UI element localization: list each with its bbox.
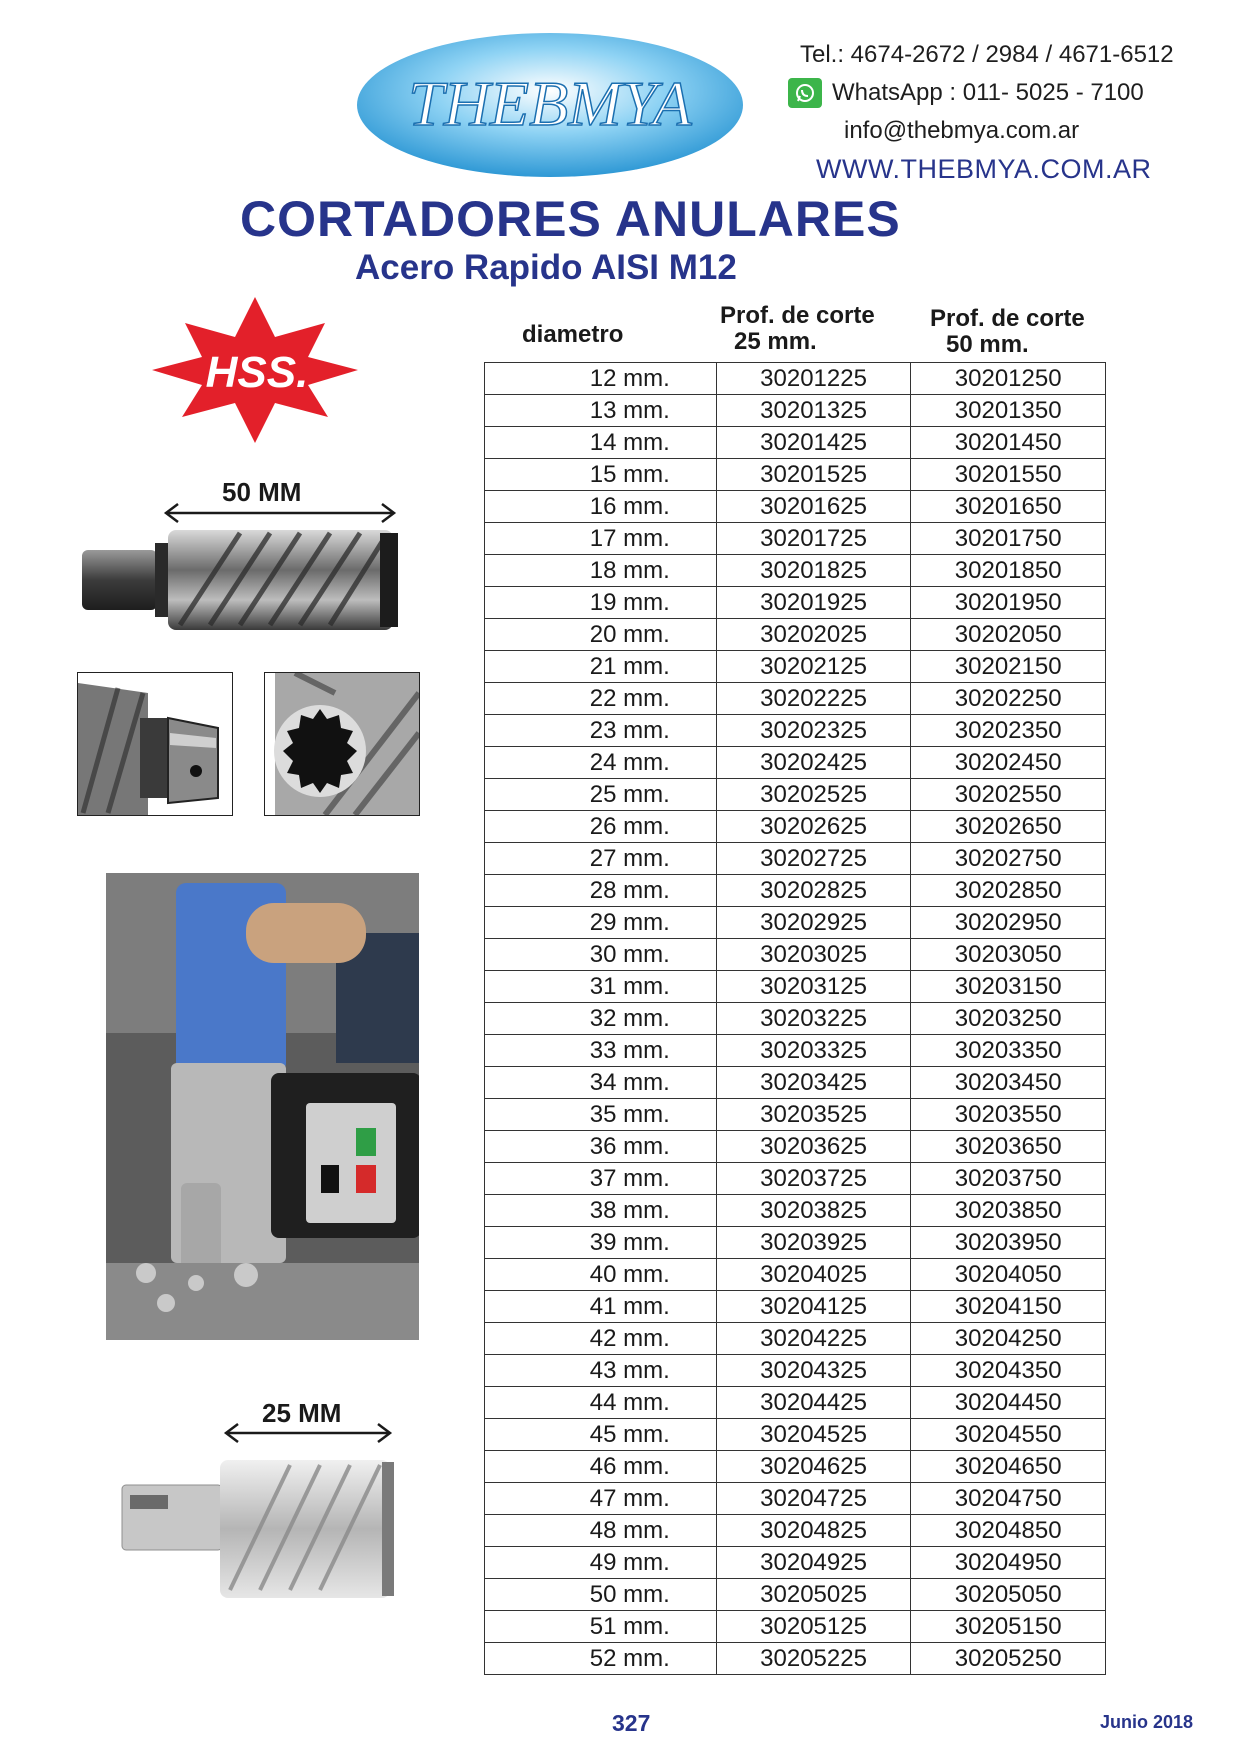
table-row bbox=[485, 1547, 1106, 1579]
diameter-cell: 46 mm. bbox=[485, 1451, 717, 1483]
diameter-cell: 47 mm. bbox=[485, 1483, 717, 1515]
diameter-cell: 19 mm. bbox=[485, 587, 717, 619]
code-50mm-cell: 30201450 bbox=[911, 427, 1106, 459]
table-row bbox=[485, 587, 1106, 619]
code-50mm-cell: 30202550 bbox=[911, 779, 1106, 811]
code-50mm-cell: 30201250 bbox=[911, 363, 1106, 395]
code-25mm-cell: 30203925 bbox=[716, 1227, 911, 1259]
diameter-cell: 28 mm. bbox=[485, 875, 717, 907]
diameter-cell: 45 mm. bbox=[485, 1419, 717, 1451]
brand-logo bbox=[355, 30, 745, 180]
table-row bbox=[485, 1163, 1106, 1195]
diameter-cell: 48 mm. bbox=[485, 1515, 717, 1547]
diameter-cell: 17 mm. bbox=[485, 523, 717, 555]
whatsapp-icon bbox=[788, 78, 822, 108]
table-row bbox=[485, 459, 1106, 491]
table-row bbox=[485, 939, 1106, 971]
code-25mm-cell: 30205225 bbox=[716, 1643, 911, 1675]
diameter-cell: 38 mm. bbox=[485, 1195, 717, 1227]
code-50mm-cell: 30205050 bbox=[911, 1579, 1106, 1611]
catalog-date: Junio 2018 bbox=[1100, 1712, 1194, 1732]
diameter-cell: 40 mm. bbox=[485, 1259, 717, 1291]
diameter-cell: 27 mm. bbox=[485, 843, 717, 875]
diameter-cell: 35 mm. bbox=[485, 1099, 717, 1131]
hss-badge bbox=[150, 295, 360, 445]
table-row bbox=[485, 395, 1106, 427]
diameter-cell: 32 mm. bbox=[485, 1003, 717, 1035]
code-25mm-cell: 30204725 bbox=[716, 1483, 911, 1515]
diameter-cell: 37 mm. bbox=[485, 1163, 717, 1195]
table-row bbox=[485, 1611, 1106, 1643]
code-25mm-cell: 30202625 bbox=[716, 811, 911, 843]
code-50mm-cell: 30202250 bbox=[911, 683, 1106, 715]
diameter-cell: 44 mm. bbox=[485, 1387, 717, 1419]
table-row bbox=[485, 971, 1106, 1003]
contact-block bbox=[780, 36, 1220, 188]
table-row bbox=[485, 1291, 1106, 1323]
whatsapp-number: WhatsApp : 011- 5025 - 7100 bbox=[832, 79, 1144, 106]
diameter-cell: 34 mm. bbox=[485, 1067, 717, 1099]
shank-detail-image bbox=[77, 672, 233, 816]
table-row bbox=[485, 1259, 1106, 1291]
diameter-cell: 36 mm. bbox=[485, 1131, 717, 1163]
diameter-cell: 22 mm. bbox=[485, 683, 717, 715]
code-25mm-cell: 30203225 bbox=[716, 1003, 911, 1035]
column-header-depth-25 bbox=[720, 303, 875, 355]
table-row bbox=[485, 1355, 1106, 1387]
code-25mm-cell: 30204325 bbox=[716, 1355, 911, 1387]
table-row bbox=[485, 427, 1106, 459]
diameter-cell: 26 mm. bbox=[485, 811, 717, 843]
code-25mm-cell: 30201925 bbox=[716, 587, 911, 619]
code-25mm-cell: 30203425 bbox=[716, 1067, 911, 1099]
diameter-cell: 29 mm. bbox=[485, 907, 717, 939]
code-25mm-cell: 30201225 bbox=[716, 363, 911, 395]
table-row bbox=[485, 811, 1106, 843]
table-row bbox=[485, 1099, 1106, 1131]
code-25mm-cell: 30203025 bbox=[716, 939, 911, 971]
diameter-cell: 52 mm. bbox=[485, 1643, 717, 1675]
magnetic-drill-photo bbox=[106, 873, 419, 1340]
column-header-depth-50-line2: 50 mm. bbox=[946, 331, 1029, 358]
diameter-cell: 43 mm. bbox=[485, 1355, 717, 1387]
code-25mm-cell: 30203625 bbox=[716, 1131, 911, 1163]
diameter-cell: 51 mm. bbox=[485, 1611, 717, 1643]
diameter-cell: 41 mm. bbox=[485, 1291, 717, 1323]
code-50mm-cell: 30205250 bbox=[911, 1643, 1106, 1675]
code-25mm-cell: 30201525 bbox=[716, 459, 911, 491]
code-25mm-cell: 30205025 bbox=[716, 1579, 911, 1611]
page-title: CORTADORES ANULARES bbox=[240, 191, 901, 247]
diameter-cell: 49 mm. bbox=[485, 1547, 717, 1579]
column-header-depth-50 bbox=[930, 306, 1085, 358]
diameter-cell: 25 mm. bbox=[485, 779, 717, 811]
code-25mm-cell: 30202525 bbox=[716, 779, 911, 811]
code-50mm-cell: 30204850 bbox=[911, 1515, 1106, 1547]
code-50mm-cell: 30203750 bbox=[911, 1163, 1106, 1195]
table-row bbox=[485, 1035, 1106, 1067]
code-50mm-cell: 30205150 bbox=[911, 1611, 1106, 1643]
code-50mm-cell: 30202750 bbox=[911, 843, 1106, 875]
diameter-cell: 20 mm. bbox=[485, 619, 717, 651]
code-25mm-cell: 30201425 bbox=[716, 427, 911, 459]
code-25mm-cell: 30203125 bbox=[716, 971, 911, 1003]
code-50mm-cell: 30204750 bbox=[911, 1483, 1106, 1515]
table-row bbox=[485, 1579, 1106, 1611]
code-25mm-cell: 30201725 bbox=[716, 523, 911, 555]
table-row bbox=[485, 555, 1106, 587]
code-50mm-cell: 30202650 bbox=[911, 811, 1106, 843]
diameter-cell: 18 mm. bbox=[485, 555, 717, 587]
code-25mm-cell: 30204525 bbox=[716, 1419, 911, 1451]
code-25mm-cell: 30205125 bbox=[716, 1611, 911, 1643]
table-row bbox=[485, 843, 1106, 875]
hss-badge-text: HSS. bbox=[205, 348, 309, 397]
code-50mm-cell: 30203950 bbox=[911, 1227, 1106, 1259]
code-50mm-cell: 30203550 bbox=[911, 1099, 1106, 1131]
code-50mm-cell: 30202950 bbox=[911, 907, 1106, 939]
table-row bbox=[485, 1643, 1106, 1675]
code-50mm-cell: 30204050 bbox=[911, 1259, 1106, 1291]
code-50mm-cell: 30201750 bbox=[911, 523, 1106, 555]
code-25mm-cell: 30202925 bbox=[716, 907, 911, 939]
code-50mm-cell: 30203850 bbox=[911, 1195, 1106, 1227]
code-50mm-cell: 30201650 bbox=[911, 491, 1106, 523]
code-50mm-cell: 30201350 bbox=[911, 395, 1106, 427]
diameter-cell: 13 mm. bbox=[485, 395, 717, 427]
diameter-cell: 15 mm. bbox=[485, 459, 717, 491]
cutter-50mm-image bbox=[80, 525, 410, 640]
code-25mm-cell: 30203525 bbox=[716, 1099, 911, 1131]
table-row bbox=[485, 747, 1106, 779]
diameter-cell: 50 mm. bbox=[485, 1579, 717, 1611]
table-row bbox=[485, 1067, 1106, 1099]
code-25mm-cell: 30204625 bbox=[716, 1451, 911, 1483]
code-50mm-cell: 30202850 bbox=[911, 875, 1106, 907]
code-50mm-cell: 30203050 bbox=[911, 939, 1106, 971]
column-header-depth-50-line1: Prof. de corte bbox=[930, 305, 1085, 332]
code-25mm-cell: 30204125 bbox=[716, 1291, 911, 1323]
code-50mm-cell: 30202050 bbox=[911, 619, 1106, 651]
code-25mm-cell: 30202725 bbox=[716, 843, 911, 875]
code-25mm-cell: 30202025 bbox=[716, 619, 911, 651]
table-row bbox=[485, 1131, 1106, 1163]
cutting-edge-detail-image bbox=[264, 672, 420, 816]
code-50mm-cell: 30202450 bbox=[911, 747, 1106, 779]
diameter-cell: 12 mm. bbox=[485, 363, 717, 395]
code-50mm-cell: 30203650 bbox=[911, 1131, 1106, 1163]
page-subtitle: Acero Rapido AISI M12 bbox=[355, 248, 737, 287]
code-50mm-cell: 30201850 bbox=[911, 555, 1106, 587]
column-header-diameter: diametro bbox=[522, 321, 624, 348]
code-25mm-cell: 30204225 bbox=[716, 1323, 911, 1355]
diameter-cell: 21 mm. bbox=[485, 651, 717, 683]
table-row bbox=[485, 779, 1106, 811]
diameter-cell: 42 mm. bbox=[485, 1323, 717, 1355]
column-header-depth-25-line2: 25 mm. bbox=[734, 328, 817, 355]
code-50mm-cell: 30201950 bbox=[911, 587, 1106, 619]
cutter-50mm-label: 50 MM bbox=[222, 477, 302, 507]
table-row bbox=[485, 1387, 1106, 1419]
code-25mm-cell: 30202425 bbox=[716, 747, 911, 779]
code-50mm-cell: 30203150 bbox=[911, 971, 1106, 1003]
code-25mm-cell: 30203825 bbox=[716, 1195, 911, 1227]
diameter-cell: 31 mm. bbox=[485, 971, 717, 1003]
table-row bbox=[485, 1515, 1106, 1547]
code-25mm-cell: 30201625 bbox=[716, 491, 911, 523]
code-50mm-cell: 30201550 bbox=[911, 459, 1106, 491]
product-code-table bbox=[484, 362, 1106, 1675]
table-row bbox=[485, 1227, 1106, 1259]
table-row bbox=[485, 1195, 1106, 1227]
code-50mm-cell: 30204350 bbox=[911, 1355, 1106, 1387]
code-25mm-cell: 30201825 bbox=[716, 555, 911, 587]
code-50mm-cell: 30204150 bbox=[911, 1291, 1106, 1323]
page-number: 327 bbox=[612, 1710, 651, 1736]
table-row bbox=[485, 363, 1106, 395]
code-50mm-cell: 30202350 bbox=[911, 715, 1106, 747]
code-25mm-cell: 30202225 bbox=[716, 683, 911, 715]
code-50mm-cell: 30203350 bbox=[911, 1035, 1106, 1067]
code-25mm-cell: 30204925 bbox=[716, 1547, 911, 1579]
diameter-cell: 16 mm. bbox=[485, 491, 717, 523]
code-50mm-cell: 30204950 bbox=[911, 1547, 1106, 1579]
code-25mm-cell: 30202325 bbox=[716, 715, 911, 747]
table-row bbox=[485, 619, 1106, 651]
diameter-cell: 39 mm. bbox=[485, 1227, 717, 1259]
phone-numbers: Tel.: 4674-2672 / 2984 / 4671-6512 bbox=[800, 41, 1174, 68]
diameter-cell: 24 mm. bbox=[485, 747, 717, 779]
code-50mm-cell: 30204250 bbox=[911, 1323, 1106, 1355]
diameter-cell: 23 mm. bbox=[485, 715, 717, 747]
code-25mm-cell: 30201325 bbox=[716, 395, 911, 427]
code-50mm-cell: 30203450 bbox=[911, 1067, 1106, 1099]
table-row bbox=[485, 523, 1106, 555]
table-row bbox=[485, 491, 1106, 523]
code-50mm-cell: 30202150 bbox=[911, 651, 1106, 683]
table-row bbox=[485, 875, 1106, 907]
column-header-depth-25-line1: Prof. de corte bbox=[720, 302, 875, 329]
cutter-25mm-image bbox=[120, 1440, 410, 1605]
code-25mm-cell: 30204825 bbox=[716, 1515, 911, 1547]
diameter-cell: 30 mm. bbox=[485, 939, 717, 971]
code-25mm-cell: 30202825 bbox=[716, 875, 911, 907]
code-25mm-cell: 30203725 bbox=[716, 1163, 911, 1195]
code-50mm-cell: 30203250 bbox=[911, 1003, 1106, 1035]
code-25mm-cell: 30203325 bbox=[716, 1035, 911, 1067]
website-link[interactable]: WWW.THEBMYA.COM.AR bbox=[816, 154, 1152, 184]
table-row bbox=[485, 715, 1106, 747]
code-25mm-cell: 30202125 bbox=[716, 651, 911, 683]
code-50mm-cell: 30204550 bbox=[911, 1419, 1106, 1451]
table-row bbox=[485, 1451, 1106, 1483]
diameter-cell: 14 mm. bbox=[485, 427, 717, 459]
brand-logo-text: THEBMYA bbox=[408, 68, 692, 139]
code-25mm-cell: 30204425 bbox=[716, 1387, 911, 1419]
diameter-cell: 33 mm. bbox=[485, 1035, 717, 1067]
table-row bbox=[485, 1419, 1106, 1451]
code-25mm-cell: 30204025 bbox=[716, 1259, 911, 1291]
code-50mm-cell: 30204650 bbox=[911, 1451, 1106, 1483]
table-row bbox=[485, 907, 1106, 939]
table-row bbox=[485, 1323, 1106, 1355]
table-row bbox=[485, 1003, 1106, 1035]
cutter-25mm-label: 25 MM bbox=[262, 1398, 342, 1428]
table-row bbox=[485, 651, 1106, 683]
table-row bbox=[485, 683, 1106, 715]
whatsapp-line[interactable] bbox=[780, 74, 1220, 112]
code-50mm-cell: 30204450 bbox=[911, 1387, 1106, 1419]
email-link[interactable]: info@thebmya.com.ar bbox=[844, 117, 1080, 144]
table-row bbox=[485, 1483, 1106, 1515]
